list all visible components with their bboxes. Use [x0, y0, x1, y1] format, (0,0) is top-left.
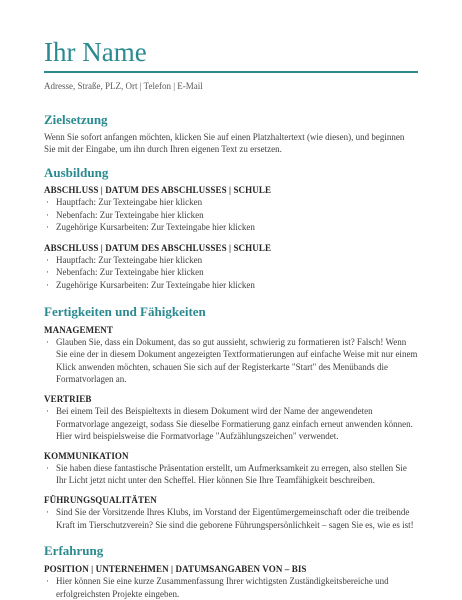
- ausbildung-entry-heading[interactable]: ABSCHLUSS | DATUM DES ABSCHLUSSES | SCHULE: [44, 242, 272, 253]
- erfahrung-list: [44, 575, 418, 600]
- section-fertigkeiten: [44, 304, 418, 532]
- list-item[interactable]: · Glauben Sie, dass ein Dokument, das so gut aussieht, schwierig zu formatieren ist? Falsch! Wenn Sie eine der in diesem Dokument angezeigten Textformatierungen auf einfache Weise mit nur einem Klick anwenden möchten, schauen Sie sich auf der Registerkarte "Start" des Menübands die Formatvorlagen an.: [44, 336, 418, 386]
- ausbildung-entry: [44, 184, 418, 234]
- name-heading[interactable]: Ihr Name: [44, 37, 147, 67]
- ausbildung-entry-list: [44, 196, 418, 234]
- skill-group-list: [44, 336, 418, 386]
- list-item[interactable]: · Zugehörige Kursarbeiten: Zur Texteingabe hier klicken: [44, 279, 418, 292]
- list-item[interactable]: · Sie haben diese fantastische Präsentation erstellt, um Aufmerksamkeit zu erregen, also stellen Sie Ihr Licht jetzt nicht unter den Scheffel. Hier können Sie Ihre Teamfähigkeit beschreiben.: [44, 462, 418, 487]
- zielsetzung-text[interactable]: Wenn Sie sofort anfangen möchten, klicken Sie auf einen Platzhaltertext (wie diesen), und beginnen Sie mit der Eingabe, um ihn durch Ihren eigenen Text zu ersetzen.: [44, 132, 405, 154]
- list-item[interactable]: · Sind Sie der Vorsitzende Ihres Klubs, im Vorstand der Eigentümergemeinschaft oder die treibende Kraft im Tierschutzverein? Sie sind die geborene Führungspersönlichkeit – sagen Sie es, wie es ist!: [44, 506, 418, 531]
- list-item[interactable]: · Hier können Sie eine kurze Zusammenfassung Ihrer wichtigsten Zuständigkeitsbereiche und erfolgreichsten Projekte eingeben.: [44, 575, 418, 600]
- list-item[interactable]: · Nebenfach: Zur Texteingabe hier klicken: [44, 209, 418, 222]
- section-title-zielsetzung[interactable]: Zielsetzung: [44, 112, 108, 127]
- list-item[interactable]: · Hauptfach: Zur Texteingabe hier klicken: [44, 196, 418, 209]
- header-rule: [44, 71, 418, 73]
- section-zielsetzung: [44, 112, 418, 155]
- section-title-erfahrung[interactable]: Erfahrung: [44, 543, 104, 559]
- ausbildung-entry-heading[interactable]: ABSCHLUSS | DATUM DES ABSCHLUSSES | SCHULE: [44, 185, 272, 195]
- skill-group-heading[interactable]: FÜHRUNGSQUALITÄTEN: [44, 494, 157, 505]
- skill-group-list: [44, 462, 418, 487]
- skill-group-heading[interactable]: KOMMUNIKATION: [44, 450, 129, 461]
- skill-group-kommunikation: [44, 450, 418, 487]
- list-item[interactable]: · Nebenfach: Zur Texteingabe hier klicken: [44, 266, 418, 279]
- list-item[interactable]: · Zugehörige Kursarbeiten: Zur Texteingabe hier klicken: [44, 221, 418, 234]
- skill-group-fuehrung: [44, 494, 418, 531]
- section-erfahrung: [44, 543, 418, 600]
- contact-line[interactable]: Adresse, Straße, PLZ, Ort | Telefon | E-Mail: [44, 81, 203, 91]
- list-item[interactable]: · Bei einem Teil des Beispieltexts in diesem Dokument wird der Name der angewendeten Formatvorlage angezeigt, sodass Sie dieselbe Formatierung ganz einfach erneut anwenden können. Hier wird beispielsweise die Formatvorlage "Aufzählungszeichen" verwendet.: [44, 405, 418, 443]
- skill-group-list: [44, 506, 418, 531]
- skill-group-heading[interactable]: VERTRIEB: [44, 393, 92, 404]
- section-title-fertigkeiten[interactable]: Fertigkeiten und Fähigkeiten: [44, 303, 206, 319]
- section-title-ausbildung[interactable]: Ausbildung: [44, 165, 109, 180]
- erfahrung-heading[interactable]: POSITION | UNTERNEHMEN | DATUMSANGABEN VON – BIS: [44, 564, 307, 575]
- ausbildung-entry-list: [44, 254, 418, 292]
- skill-group-management: [44, 324, 418, 386]
- skill-group-heading[interactable]: MANAGEMENT: [44, 324, 113, 335]
- skill-group-list: [44, 405, 418, 443]
- list-item[interactable]: · Hauptfach: Zur Texteingabe hier klicken: [44, 254, 418, 267]
- section-ausbildung: [44, 165, 418, 292]
- ausbildung-entry: [44, 242, 418, 292]
- skill-group-vertrieb: [44, 393, 418, 443]
